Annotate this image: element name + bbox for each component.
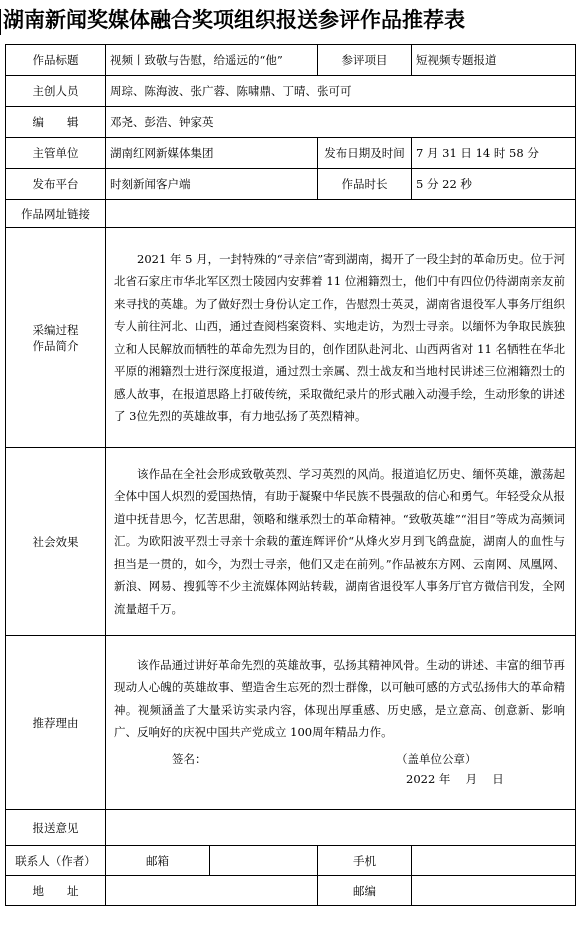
label-category: 参评项目 bbox=[318, 45, 412, 76]
value-work-title: 视频丨致敬与告慰，给遥远的“他” bbox=[106, 45, 318, 76]
value-effect bbox=[106, 448, 576, 636]
label-work-title: 作品标题 bbox=[6, 45, 106, 76]
label-email: 邮箱 bbox=[106, 846, 210, 876]
label-platform: 发布平台 bbox=[6, 169, 106, 200]
row-creators bbox=[6, 76, 576, 107]
row-contact bbox=[6, 846, 576, 876]
signature-block bbox=[114, 748, 565, 792]
value-email[interactable] bbox=[210, 846, 318, 876]
value-category: 短视频专题报道 bbox=[412, 45, 576, 76]
effect-text: 该作品在全社会形成致敬英烈、学习英烈的风尚。报道追忆历史、缅怀英雄，激荡起全体中国人炽烈的爱国热情，有助于凝聚中华民族不畏强敌的信心和勇气。年轻受众从报道中抚昔思今，忆苦思甜，领略和继承烈士的革命精神。“致敬英雄”“泪目”等成为高频词汇。为欧阳波平烈士寻亲十余载的董连辉评价“从烽火岁月到飞鸽盘旋，湖南人的血性与担当是一贯的，如今，为烈士寻亲，他们又走在前列。”作品被东方网、云南网、凤凰网、新浪、网易、搜狐等不少主流媒体网站转载，湖南省退役军人事务厅官方微信刊发，全网流量超千万。 bbox=[114, 466, 566, 616]
label-opinion: 报送意见 bbox=[6, 810, 106, 846]
value-summary bbox=[106, 228, 576, 448]
label-creators: 主创人员 bbox=[6, 76, 106, 107]
row-platform bbox=[6, 169, 576, 200]
label-effect: 社会效果 bbox=[6, 448, 106, 636]
label-reason: 推荐理由 bbox=[6, 636, 106, 810]
label-url: 作品网址链接 bbox=[6, 200, 106, 228]
value-phone[interactable] bbox=[412, 846, 576, 876]
row-editors bbox=[6, 107, 576, 138]
label-summary-line2: 作品简介 bbox=[32, 338, 79, 353]
label-address: 地 址 bbox=[6, 876, 106, 906]
value-address[interactable] bbox=[106, 876, 318, 906]
label-summary bbox=[6, 228, 106, 448]
seal-label: （盖单位公章） bbox=[396, 751, 477, 766]
row-org bbox=[6, 138, 576, 169]
page-title: 湖南新闻奖媒体融合奖项组织报送参评作品推荐表 bbox=[0, 0, 577, 40]
sign-date: 2022 年 月 日 bbox=[406, 771, 504, 786]
value-publish-time: 7 月 31 日 14 时 58 分 bbox=[412, 138, 576, 169]
summary-text: 2021 年 5 月，一封特殊的“寻亲信”寄到湖南，揭开了一段尘封的革命历史。位于河北省石家庄市华北军区烈士陵园内安葬着 11 位湘籍烈士，他们中有四位仍待湖南亲友前来寻找的英雄。为了做好烈士身份认定工作，告慰烈士英灵，湖南省退役军人事务厅组织专人前往河北、山西，通过查阅档案资料、实地走访，为烈士寻亲。以缅怀为争取民族独立和人民解放而牺牲的革命先烈为目的，创作团队赴河北、山西两省对 11 名牺牲在华北平原的湘籍烈士进行深度报道，通过烈士亲属、烈士战友和当地村民讲述三位湘籍烈士的感人故事，在报道思路上打破传统，采取微纪录片的形式融入动漫手绘，生动形象的讲述了 3位先烈的英雄故事，有力地弘扬了英烈精神。 bbox=[114, 251, 566, 423]
value-org: 湖南红网新媒体集团 bbox=[106, 138, 318, 169]
text-cursor bbox=[0, 9, 1, 35]
label-postcode: 邮编 bbox=[318, 876, 412, 906]
label-org: 主管单位 bbox=[6, 138, 106, 169]
row-url bbox=[6, 200, 576, 228]
row-address bbox=[6, 876, 576, 906]
row-effect bbox=[6, 448, 576, 636]
value-postcode[interactable] bbox=[412, 876, 576, 906]
value-reason bbox=[106, 636, 576, 810]
value-platform: 时刻新闻客户端 bbox=[106, 169, 318, 200]
signature-label: 签名： bbox=[172, 751, 207, 766]
recommendation-form bbox=[5, 44, 576, 906]
row-opinion bbox=[6, 810, 576, 846]
value-url bbox=[106, 200, 576, 228]
label-contact: 联系人（作者） bbox=[6, 846, 106, 876]
label-publish-time: 发布日期及时间 bbox=[318, 138, 412, 169]
label-editors: 编 辑 bbox=[6, 107, 106, 138]
row-summary bbox=[6, 228, 576, 448]
row-reason bbox=[6, 636, 576, 810]
label-phone: 手机 bbox=[318, 846, 412, 876]
label-summary-line1: 采编过程 bbox=[32, 322, 79, 337]
label-duration: 作品时长 bbox=[318, 169, 412, 200]
row-work-title bbox=[6, 45, 576, 76]
value-opinion bbox=[106, 810, 576, 846]
value-duration: 5 分 22 秒 bbox=[412, 169, 576, 200]
value-editors: 邓尧、彭浩、钟家英 bbox=[106, 107, 576, 138]
reason-text: 该作品通过讲好革命先烈的英雄故事，弘扬其精神风骨。生动的讲述、丰富的细节再现动人心魄的英雄故事、塑造舍生忘死的烈士群像，以可触可感的方式弘扬伟大的革命精神。视频涵盖了大量采访实录内容，体现出厚重感、历史感，是立意高、创意新、影响广、反响好的庆祝中国共产党成立 100周年精品力作。 bbox=[114, 657, 566, 739]
value-creators: 周琮、陈海波、张广蓉、陈啸鼎、丁晴、张可可 bbox=[106, 76, 576, 107]
